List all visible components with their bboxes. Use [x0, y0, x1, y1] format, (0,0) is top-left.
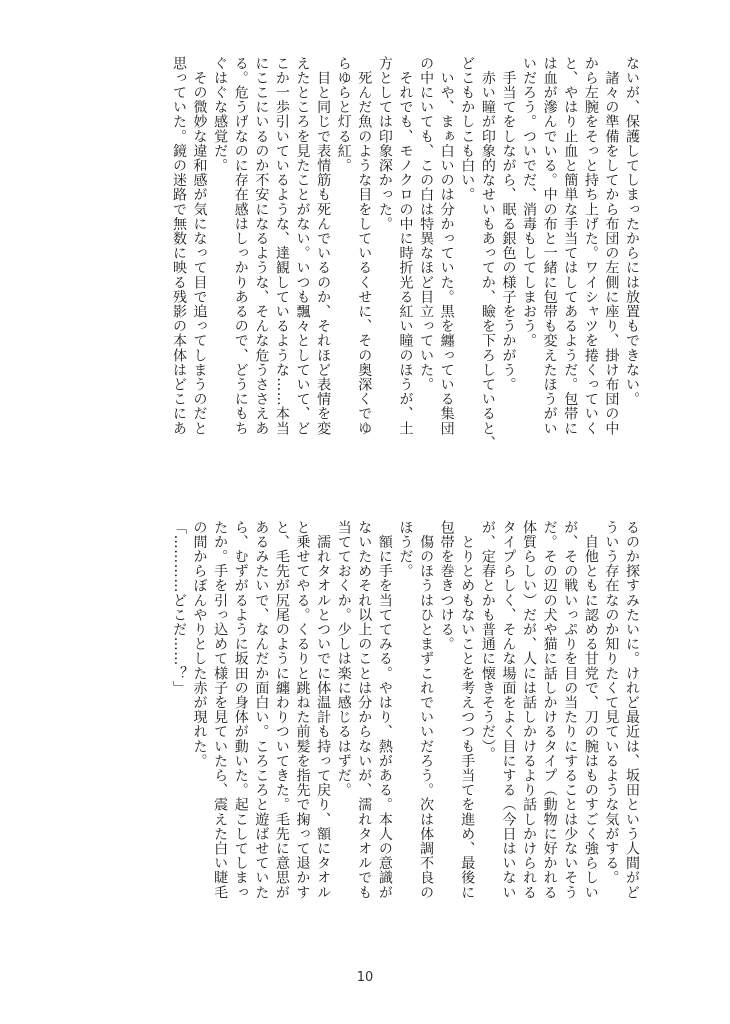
text-line: ないが、保護してしまったからには放置もできない。 — [624, 56, 640, 407]
text-line: 包帯を巻きつける。 — [438, 520, 455, 652]
text-line: ないためそれ以上のことは分からないが、濡れタオルでも — [356, 520, 373, 900]
text-line: るのか探すみたいに。けれど最近は、坂田という人間がど — [624, 520, 640, 900]
text-line: いや、まぁ白いのは分かっていた。黒を纏っている集団 — [438, 56, 455, 436]
text-line: 赤い瞳が印象的なせいもあってか、瞼を下ろしていると、 — [479, 56, 496, 451]
text-line: ら、むずがるように坂田の身体が動いた。起こしてしまっ — [232, 520, 249, 900]
text-line: ほうだ。 — [397, 520, 414, 579]
text-line: 自他ともに認める甘党で、刀の腕はものすごく強らしい — [582, 520, 599, 900]
text-line: から左腕をそっと持ち上げた。ワイシャツを捲くっていく — [582, 56, 599, 436]
text-line: の中にいても、この白は特異なほど目立っていた。 — [418, 56, 435, 392]
text-line: が、定春とかも普通に懐きそうだ）。 — [479, 520, 496, 762]
text-line: 体質らしい）だが、人には話しかけるより話しかけられる — [521, 520, 538, 900]
text-line: どこもかしこも白い。 — [459, 56, 476, 202]
text-line: にここにいるのか不安になるような、そんな危うささえあ — [253, 56, 270, 436]
text-line: タイプらしく、そんな場面をよく目にする（今日はいない — [500, 520, 517, 900]
text-line: だ。その辺の犬や猫に話しかけるタイプ（動物に好かれる — [541, 520, 558, 900]
text-line: は血が滲んでいる。中の布と一緒に包帯も変えたほうがい — [541, 56, 558, 436]
text-line: ういう存在なのか知りたくて見ているような気がする。 — [603, 520, 620, 885]
text-line: いだろう。ついでだ、消毒もしてしまおう。 — [521, 56, 538, 348]
text-line: 当てておくか。少しは楽に感じるはずだ。 — [335, 520, 352, 798]
text-line: 手当てをしながら、眠る銀色の様子をうかがう。 — [500, 56, 517, 392]
text-line: らゆらと灯る紅。 — [335, 56, 352, 173]
text-line: 方としては印象深かった。 — [376, 56, 393, 232]
text-line: が、その戦いっぷりを目の当たりにすることは少ないそう — [562, 520, 579, 900]
text-line: 濡れタオルとついでに体温計も持って戻り、額にタオル — [315, 520, 332, 900]
text-line: と乗せてやる。くるりと跳ねた前髪を指先で掬って退かす — [294, 520, 311, 900]
text-line: ぐはぐな感覚だ。 — [212, 56, 229, 173]
text-line: 額に手を当ててみる。やはり、熱がある。本人の意識が — [376, 520, 393, 900]
text-line: 諸々の準備をしてから布団の左側に座り、掛け布団の中 — [603, 56, 620, 436]
text-line: 「…………どこだ……？」 — [170, 520, 187, 696]
text-line: こか一歩引いているような、達観しているような……本当 — [273, 56, 290, 436]
text-line: たか。手を引っ込めて様子を見ていたら、震えた白い睫毛 — [212, 520, 229, 900]
text-line: それでも、モノクロの中に時折光る紅い瞳のほうが、土 — [397, 56, 414, 436]
text-line: えたところを見たことがない。いつも飄々としていて、ど — [294, 56, 311, 436]
text-line: とりとめもないことを考えつつも手当てを進め、最後に — [459, 520, 476, 900]
text-line: る。危うげなのに存在感はしっかりあるので、どうにもち — [232, 56, 249, 436]
upper-text-column — [82, 56, 642, 501]
text-line: 思っていた。鏡の迷路で無数に映る残影の本体はどこにあ — [170, 56, 187, 436]
text-line: の間からぼんやりとした赤が現れた。 — [191, 520, 208, 769]
text-line: と、やはり止血と簡単な手当てはしてあるようだ。包帯に — [562, 56, 579, 436]
page-number: 10 — [356, 970, 374, 985]
text-line: 目と同じで表情筋も死んでいるのか、それほど表情を変 — [315, 56, 332, 436]
lower-text-column — [82, 520, 642, 960]
text-line: と、毛先が尻尾のように纏わりついてきた。毛先に意思が — [273, 520, 290, 900]
text-line: 傷のほうはひとまずこれでいいだろう。次は体調不良の — [418, 520, 435, 900]
text-line: あるみたいで、なんだか面白い。ころころと遊ばせていた — [253, 520, 270, 900]
text-line: その微妙な違和感が気になって目で追ってしまうのだと — [191, 56, 208, 436]
text-line: 死んだ魚のような目をしているくせに、その奥深くでゆ — [356, 56, 373, 436]
